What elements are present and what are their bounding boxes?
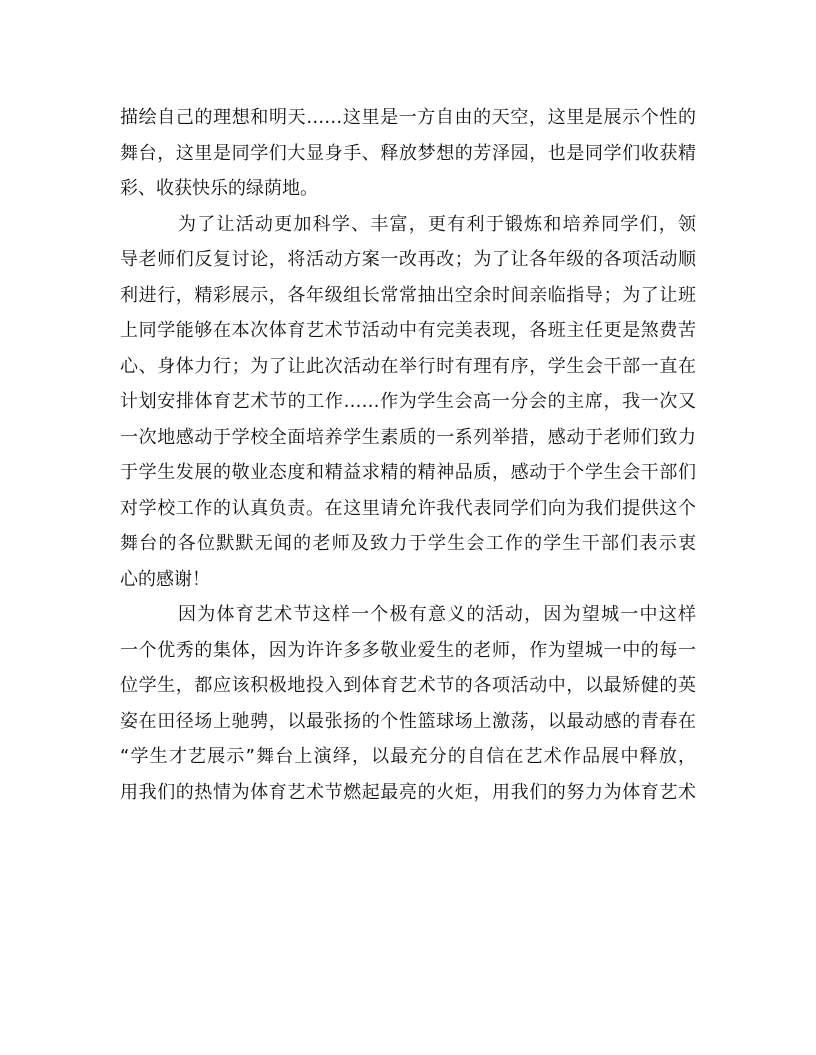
paragraph-2-line-6: 计划安排体育艺术节的工作……作为学生会高一分会的主席，我一次又 bbox=[120, 391, 696, 412]
paragraph-2-line-3: 利进行，精彩展示，各年级组长常常抽出空余时间亲临指导；为了让班 bbox=[120, 284, 696, 306]
paragraph-2-line-4: 上同学能够在本次体育艺术节活动中有完美表现，各班主任更是煞费苦 bbox=[120, 320, 696, 341]
paragraph-2-line-7: 一次地感动于学校全面培养学生素质的一系列举措，感动于老师们致力 bbox=[120, 426, 696, 448]
paragraph-1-line-2: 舞台，这里是同学们大显身手、释放梦想的芳泽园，也是同学们收获精 bbox=[120, 142, 696, 164]
paragraph-1-line-3: 彩、收获快乐的绿荫地。 bbox=[120, 178, 318, 199]
paragraph-3-line-1: 因为体育艺术节这样一个极有意义的活动，因为望城一中这样 bbox=[178, 604, 696, 625]
paragraph-2-line-10: 舞台的各位默默无闻的老师及致力于学生会工作的学生干部们表示衷 bbox=[120, 533, 696, 554]
document-body bbox=[120, 100, 696, 810]
paragraph-3-line-5: “学生才艺展示”舞台上演绎，以最充分的自信在艺术作品展中释放， bbox=[120, 746, 696, 767]
paragraph-3-line-6: 用我们的热情为体育艺术节燃起最亮的火炬，用我们的努力为体育艺术 bbox=[120, 781, 696, 803]
paragraph-2-line-2: 导老师们反复讨论，将活动方案一改再改；为了让各年级的各项活动顺 bbox=[120, 249, 696, 270]
paragraph-2-line-5: 心、身体力行；为了让此次活动在举行时有理有序，学生会干部一直在 bbox=[120, 355, 696, 377]
paragraph-2-line-9: 对学校工作的认真负责。在这里请允许我代表同学们向为我们提供这个 bbox=[120, 497, 696, 519]
paragraph-2-line-1: 为了让活动更加科学、丰富，更有利于锻炼和培养同学们，领 bbox=[178, 213, 696, 235]
paragraph-3-line-4: 姿在田径场上驰骋，以最张扬的个性篮球场上激荡，以最动感的青春在 bbox=[120, 710, 696, 732]
paragraph-2-line-11: 心的感谢！ bbox=[120, 568, 210, 590]
paragraph-3-line-2: 一个优秀的集体，因为许许多多敬业爱生的老师，作为望城一中的每一 bbox=[120, 639, 696, 661]
paragraph-2-line-8: 于学生发展的敬业态度和精益求精的精神品质，感动于个学生会干部们 bbox=[120, 462, 696, 483]
paragraph-3-line-3: 位学生，都应该积极地投入到体育艺术节的各项活动中，以最矫健的英 bbox=[120, 675, 696, 696]
paragraph-1-line-1: 描绘自己的理想和明天……这里是一方自由的天空，这里是展示个性的 bbox=[120, 107, 696, 128]
